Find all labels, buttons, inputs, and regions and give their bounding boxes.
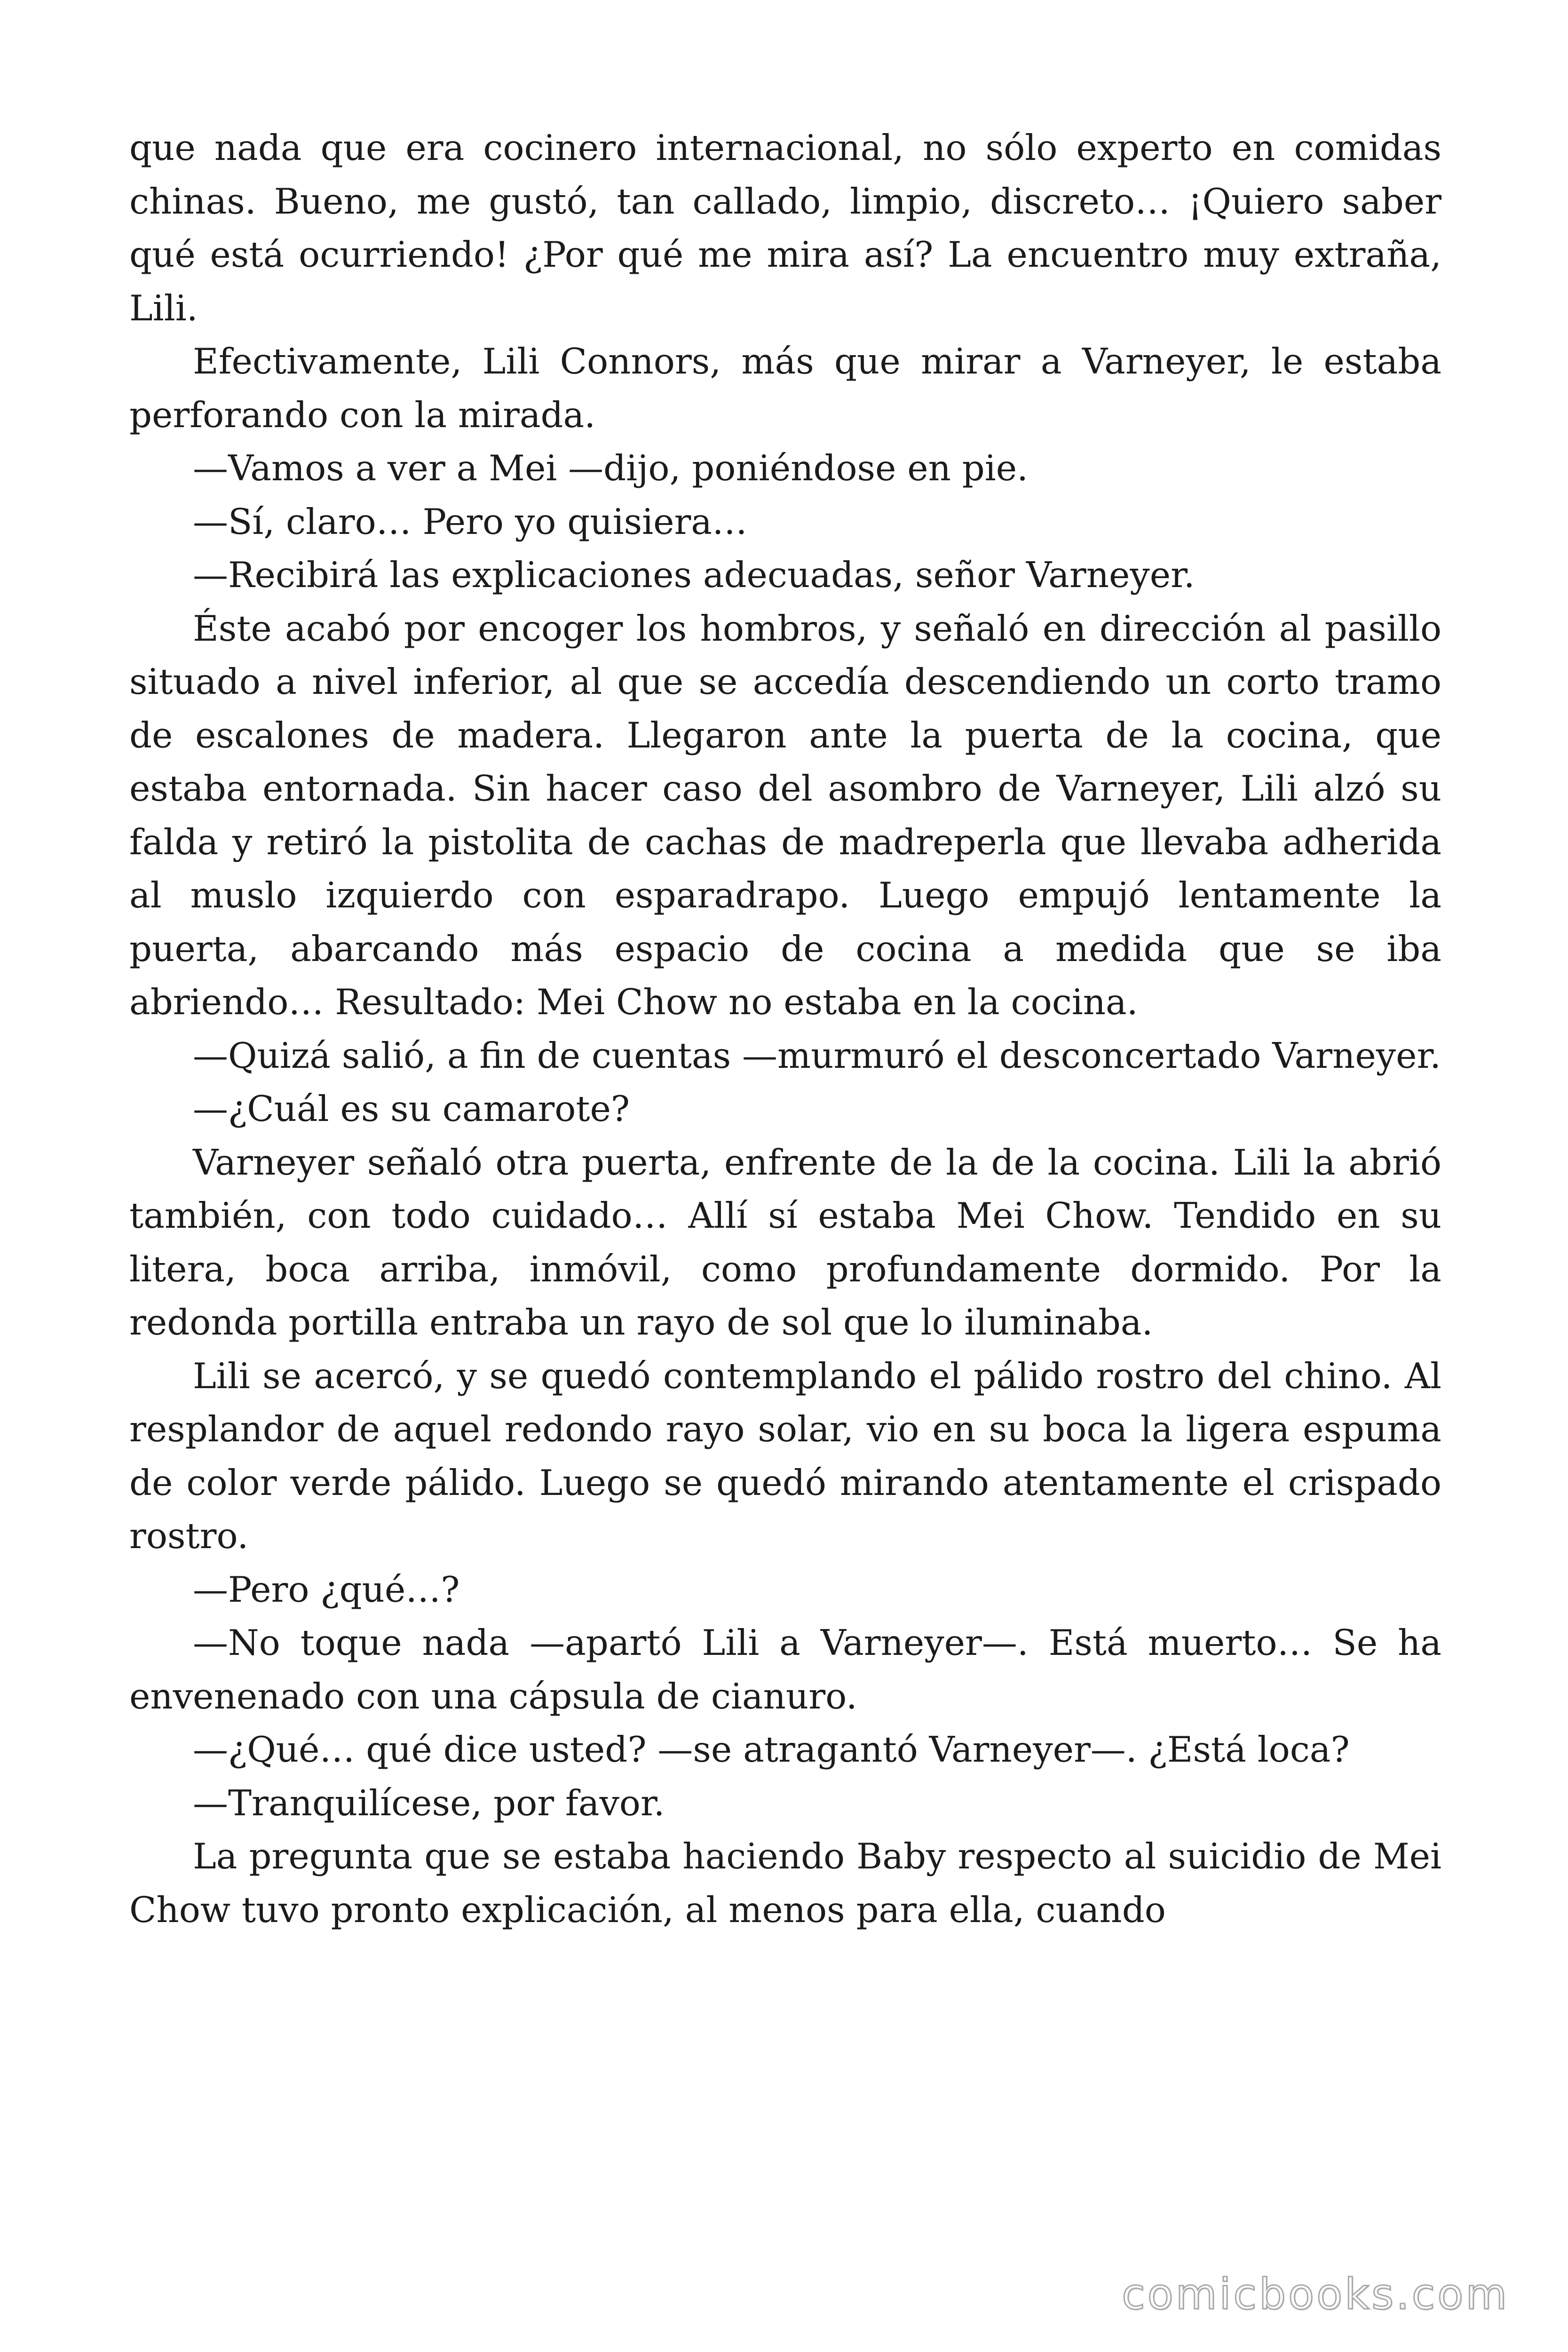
dialogue-line: —Tranquilícese, por favor. [193, 1782, 665, 1824]
book-page-text [129, 121, 1441, 1937]
paragraph-continuation: que nada que era cocinero internacional, no sólo experto en comidas chinas. Bueno, me gustó, tan callado, limpio, discreto… ¡Quiero saber qué está ocurriendo! ¿Por qué me mira así? La encuentro muy extraña, Lili. [129, 127, 1441, 329]
paragraph: Éste acabó por encoger los hombros, y señaló en dirección al pasillo situado a nivel inferior, al que se accedía descendiendo un corto tramo de escalones de madera. Llegaron ante la puerta de la cocina, que estaba entornada. Sin hacer caso del asombro de Varneyer, Lili alzó su falda y retiró la pistolita de cachas de madreperla que llevaba adherida al muslo izquierdo con esparadrapo. Luego empujó lentamente la puerta, abarcando más espacio de cocina a medida que se iba abriendo… Resultado: Mei Chow no estaba en la cocina. [129, 607, 1441, 1023]
dialogue-line: —Quizá salió, a fin de cuentas —murmuró el desconcertado Varneyer. [193, 1034, 1441, 1076]
paragraph: Lili se acercó, y se quedó contemplando el pálido rostro del chino. Al resplandor de aquel redondo rayo solar, vio en su boca la ligera espuma de color verde pálido. Luego se quedó mirando atentamente el crispado rostro. [129, 1355, 1441, 1557]
dialogue-line: —Recibirá las explicaciones adecuadas, señor Varneyer. [193, 554, 1195, 596]
paragraph: La pregunta que se estaba haciendo Baby respecto al suicidio de Mei Chow tuvo pronto explicación, al menos para ella, cuando [129, 1836, 1441, 1931]
dialogue-line: —¿Qué… qué dice usted? —se atragantó Varneyer—. ¿Está loca? [193, 1729, 1350, 1770]
dialogue-line: —Sí, claro… Pero yo quisiera… [193, 501, 748, 542]
paragraph: Varneyer señaló otra puerta, enfrente de la de la cocina. Lili la abrió también, con todo cuidado… Allí sí estaba Mei Chow. Tendido en su litera, boca arriba, inmóvil, como profundamente dormido. Por la redonda portilla entraba un rayo de sol que lo iluminaba. [129, 1141, 1441, 1343]
watermark-text: comicbooks.com [1122, 2270, 1509, 2319]
dialogue-line: —¿Cuál es su camarote? [193, 1088, 630, 1129]
dialogue-line: —Vamos a ver a Mei —dijo, poniéndose en pie. [193, 447, 1029, 489]
paragraph: Efectivamente, Lili Connors, más que mirar a Varneyer, le estaba perforando con la mirada. [129, 341, 1441, 436]
dialogue-line: —Pero ¿qué…? [193, 1568, 460, 1610]
dialogue-line: —No toque nada —apartó Lili a Varneyer—. Está muerto… Se ha envenenado con una cápsula de cianuro. [129, 1622, 1441, 1717]
